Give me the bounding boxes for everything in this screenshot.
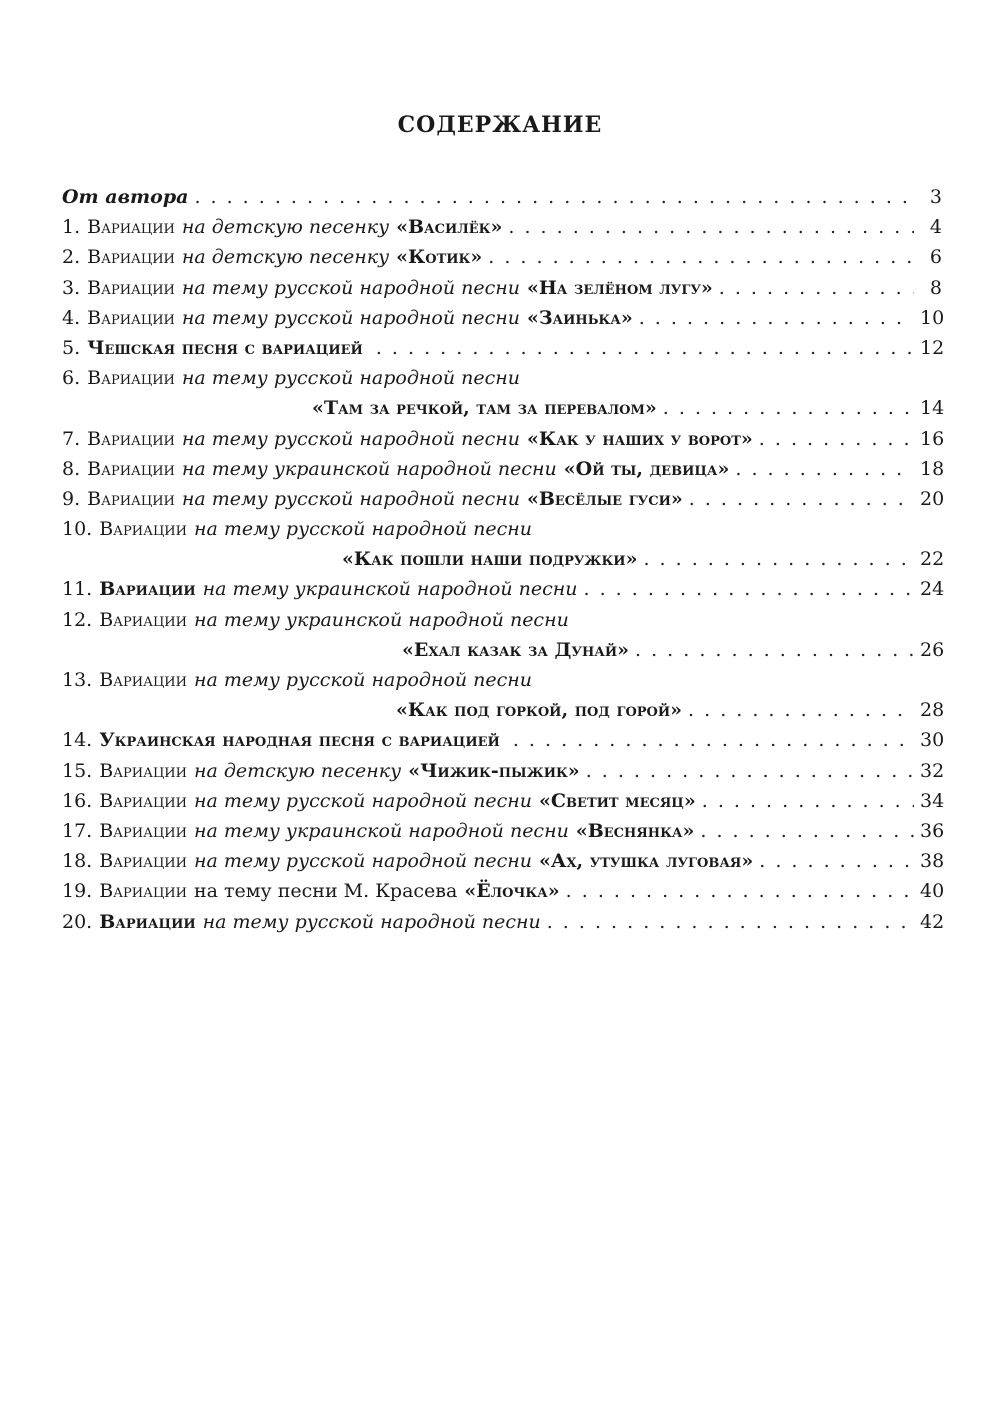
entry-label: Чешская песня с вариацией	[87, 336, 363, 359]
entry-label: Вариации	[99, 789, 187, 812]
entry-number: 16.	[62, 789, 93, 812]
entry-song-title: «Ой ты, девица»	[563, 457, 730, 480]
entry-song-title: «Чижик-пыжик»	[408, 759, 580, 782]
page-number: 18	[920, 457, 945, 480]
page-number: 38	[920, 850, 945, 873]
page-number: 4	[929, 216, 942, 239]
toc-entry-1[interactable]	[62, 212, 942, 242]
dot-leader	[759, 424, 914, 454]
page-number: 40	[920, 880, 945, 903]
toc-entry-12[interactable]	[62, 605, 942, 635]
entry-song-title: «Весёлые гуси»	[526, 487, 683, 510]
entry-subtitle: на детскую песенку	[181, 246, 390, 269]
toc-entry-6[interactable]	[62, 363, 942, 393]
entry-song-title: «Василёк»	[396, 216, 503, 239]
dot-leader	[702, 786, 914, 816]
entry-label: Вариации	[87, 246, 175, 269]
entry-number: 14.	[62, 729, 93, 752]
page-number: 42	[920, 910, 945, 933]
entry-subtitle: на тему русской народной песни	[193, 789, 533, 812]
entry-number: 10.	[62, 518, 93, 541]
dot-leader	[488, 242, 914, 272]
entry-label: Вариации	[99, 910, 196, 933]
toc-entry-15[interactable]	[62, 756, 945, 786]
entry-song-title: «Как у наших у ворот»	[526, 427, 753, 450]
entry-number: 6.	[62, 367, 81, 390]
entry-subtitle: на тему песни М. Красева	[193, 880, 458, 903]
entry-label: Вариации	[99, 669, 187, 691]
page-number: 36	[920, 819, 945, 842]
entry-subtitle: на тему украинской народной песни	[193, 819, 569, 842]
toc-entry-5[interactable]	[62, 333, 945, 363]
page-number: 32	[920, 759, 945, 782]
dot-leader	[586, 756, 914, 786]
entry-song-title: «Заинька»	[526, 306, 633, 329]
entry-subtitle: на детскую песенку	[193, 759, 402, 782]
toc-entry-20[interactable]	[62, 907, 945, 937]
page-number: 12	[920, 336, 945, 359]
entry-song-title: «Там за речкой, там за перевалом»	[312, 397, 657, 420]
entry-number: 18.	[62, 850, 93, 873]
dot-leader	[194, 182, 914, 212]
entry-number: 7.	[62, 427, 81, 450]
dot-leader	[719, 273, 914, 303]
entry-number: 12.	[62, 608, 93, 631]
entry-number: 19.	[62, 880, 93, 903]
page-title: СОДЕРЖАНИЕ	[397, 112, 603, 138]
entry-subtitle: на тему русской народной песни	[181, 367, 520, 390]
entry-label: Вариации	[99, 880, 187, 903]
entry-song-title: «Как под горкой, под горой»	[396, 699, 683, 722]
entry-song-title: «Котик»	[396, 246, 483, 269]
entry-song-title: «Веснянка»	[575, 819, 695, 842]
page-number: 24	[920, 578, 945, 601]
toc-entry-2[interactable]	[62, 242, 942, 272]
toc-entry-14[interactable]	[62, 725, 945, 755]
toc-entry-author[interactable]	[62, 182, 942, 212]
page-number: 14	[920, 397, 945, 420]
entry-subtitle: на тему русской народной песни	[181, 276, 520, 299]
page-number: 20	[920, 487, 945, 510]
toc-entry-12-continuation[interactable]	[62, 635, 945, 665]
entry-label: Украинская народная песня с вариацией	[99, 729, 500, 752]
toc-entry-3[interactable]	[62, 273, 942, 303]
page-number: 16	[920, 427, 945, 450]
entry-subtitle: на тему русской народной песни	[193, 669, 533, 691]
entry-number: 9.	[62, 487, 81, 510]
page-number: 28	[920, 699, 945, 722]
entry-song-title: «На зелёном лугу»	[526, 276, 713, 299]
entry-number: 4.	[62, 306, 81, 329]
entry-label: Вариации	[87, 276, 175, 299]
dot-leader	[635, 635, 914, 665]
page-number: 8	[929, 276, 942, 299]
entry-song-title: «Ах, утушка луговая»	[539, 850, 754, 873]
toc-entry-10[interactable]	[62, 514, 942, 544]
page-number: 10	[920, 306, 945, 329]
table-of-contents	[62, 182, 945, 937]
entry-number: 2.	[62, 246, 81, 269]
dot-leader	[513, 725, 914, 755]
entry-label: Вариации	[87, 427, 175, 450]
dot-leader	[700, 816, 914, 846]
toc-entry-13-continuation[interactable]	[62, 695, 945, 725]
dot-leader	[643, 544, 914, 574]
entry-label: Вариации	[87, 216, 175, 239]
dot-leader	[566, 876, 914, 906]
page-number: 22	[920, 548, 945, 571]
entry-subtitle: на тему русской народной песни	[181, 487, 520, 510]
entry-label: Вариации	[99, 759, 187, 782]
page-number: 3	[929, 186, 942, 208]
entry-label: Вариации	[99, 850, 187, 873]
entry-subtitle: на тему украинской народной песни	[193, 608, 569, 631]
toc-entry-16[interactable]	[62, 786, 945, 816]
entry-number: 5.	[62, 336, 81, 359]
dot-leader	[688, 695, 914, 725]
entry-song-title: «Ёлочка»	[464, 880, 560, 903]
toc-entry-4[interactable]	[62, 303, 945, 333]
page-number: 34	[920, 789, 945, 812]
entry-song-title: «Как пошли наши подружки»	[342, 548, 638, 571]
dot-leader	[508, 212, 914, 242]
toc-entry-13[interactable]	[62, 665, 942, 695]
entry-number: 17.	[62, 819, 93, 842]
page-number: 6	[929, 246, 942, 269]
toc-entry-7[interactable]	[62, 424, 945, 454]
dot-leader	[376, 333, 914, 363]
entry-title: От автора	[62, 186, 189, 208]
entry-number: 11.	[62, 578, 93, 601]
entry-subtitle: на тему украинской народной песни	[181, 457, 557, 480]
entry-label: Вариации	[99, 518, 187, 541]
entry-subtitle: на тему русской народной песни	[193, 850, 533, 873]
dot-leader	[689, 484, 914, 514]
entry-subtitle: на детскую песенку	[181, 216, 390, 239]
dot-leader	[663, 393, 914, 423]
entry-label: Вариации	[99, 608, 187, 631]
entry-number: 8.	[62, 457, 81, 480]
entry-label: Вариации	[87, 306, 175, 329]
toc-entry-19[interactable]	[62, 876, 945, 906]
entry-label: Вариации	[87, 487, 175, 510]
entry-label: Вариации	[99, 819, 187, 842]
toc-entry-6-continuation[interactable]	[62, 393, 945, 423]
entry-song-title: «Ехал казак за Дунай»	[402, 638, 630, 661]
toc-entry-18[interactable]	[62, 846, 945, 876]
dot-leader	[639, 303, 914, 333]
entry-number: 20.	[62, 910, 93, 933]
entry-subtitle: на тему русской народной песни	[181, 427, 520, 450]
toc-entry-10-continuation[interactable]	[62, 544, 945, 574]
dot-leader	[735, 454, 914, 484]
entry-label: Вариации	[87, 367, 175, 390]
entry-label: Вариации	[99, 578, 196, 601]
entry-number: 13.	[62, 669, 93, 691]
dot-leader	[547, 907, 914, 937]
entry-number: 3.	[62, 276, 81, 299]
dot-leader	[584, 574, 914, 604]
entry-subtitle: на тему украинской народной песни	[202, 578, 578, 601]
entry-song-title: «Светит месяц»	[539, 789, 696, 812]
toc-entry-8[interactable]	[62, 454, 945, 484]
dot-leader	[759, 846, 914, 876]
entry-subtitle: на тему русской народной песни	[202, 910, 541, 933]
entry-number: 15.	[62, 759, 93, 782]
toc-entry-11[interactable]	[62, 574, 945, 604]
entry-number: 1.	[62, 216, 81, 239]
page-number: 26	[920, 638, 945, 661]
entry-subtitle: на тему русской народной песни	[193, 518, 533, 541]
page-number: 30	[920, 729, 945, 752]
entry-subtitle: на тему русской народной песни	[181, 306, 520, 329]
toc-entry-9[interactable]	[62, 484, 945, 514]
toc-entry-17[interactable]	[62, 816, 945, 846]
entry-label: Вариации	[87, 457, 175, 480]
